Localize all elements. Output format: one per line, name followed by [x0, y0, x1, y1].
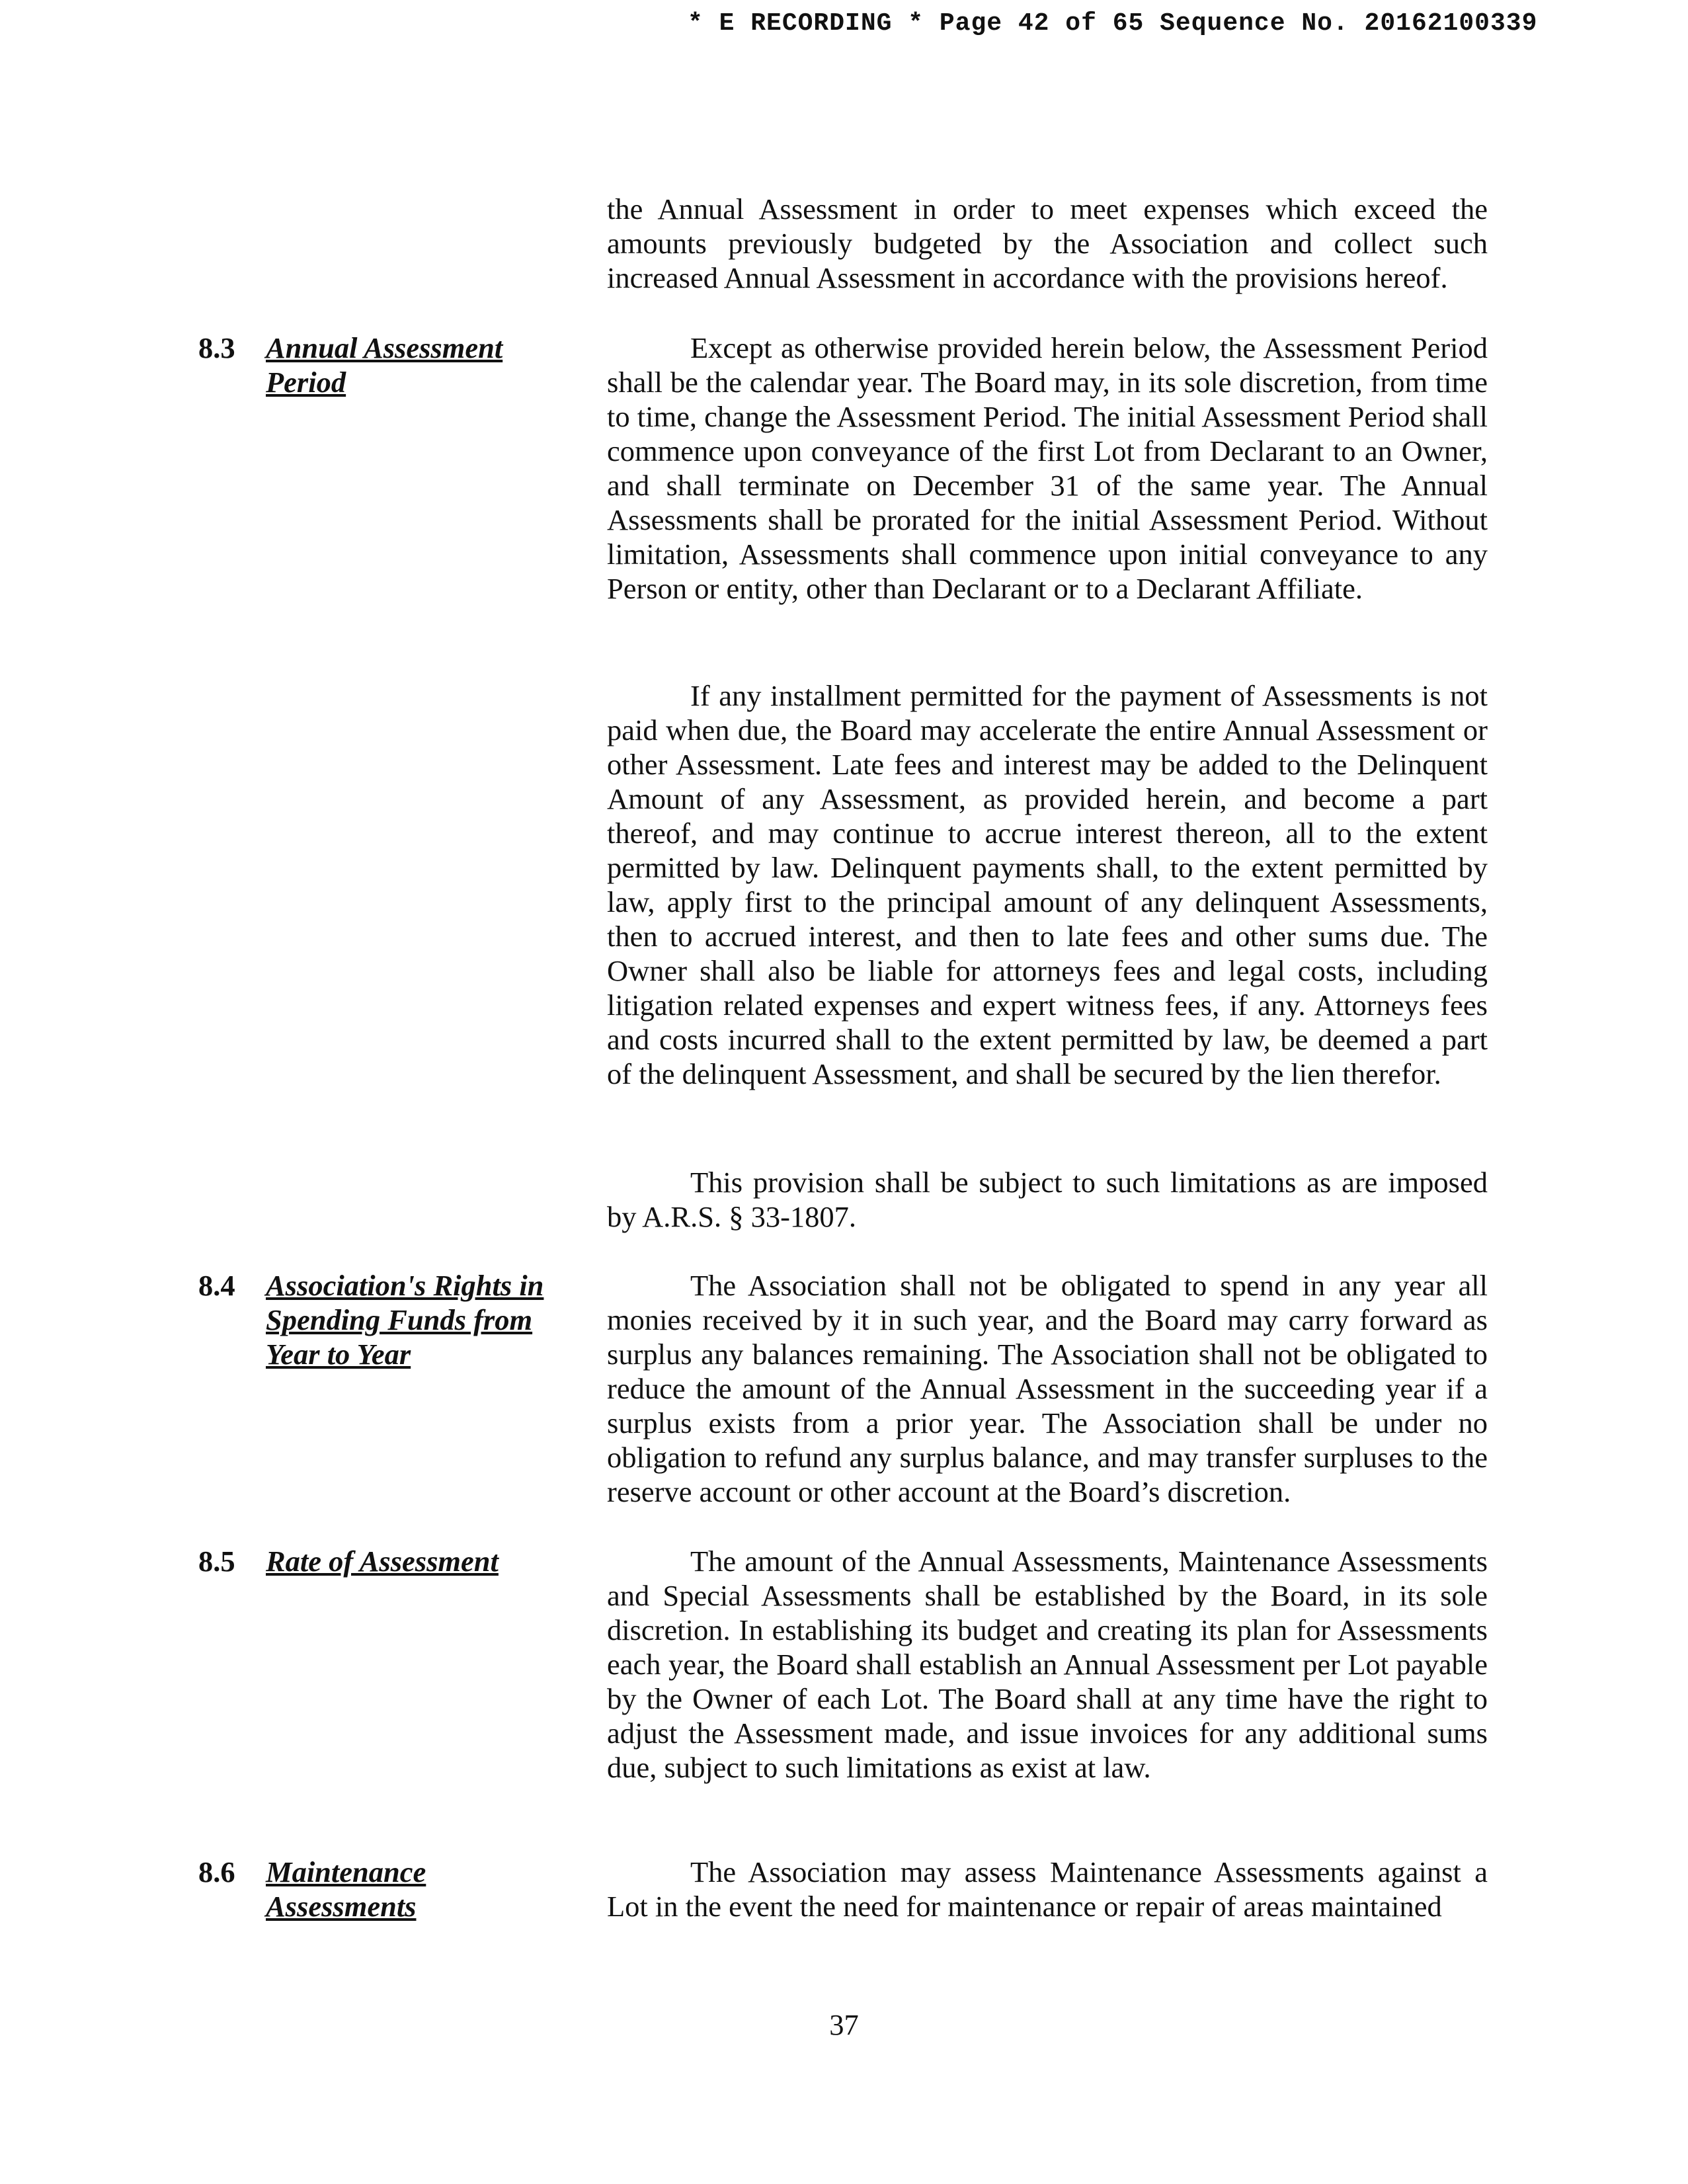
continuation-paragraph: the Annual Assessment in order to meet expenses which exceed the amounts previously budgeted by the Association and collect such increased Annual Assessment in accordance with the provisions hereof.	[607, 192, 1488, 294]
page-number: 37	[829, 2008, 859, 2041]
section-8-3-paragraph-2: If any installment permitted for the payment of Assessments is not paid when due, the Board may accelerate the entire Annual Assessment or other Assessment. Late fees and interest may be added to the Delinquent Amount of any Assessment, as provided herein, and become a part thereof, and may continue to accrue interest thereon, all to the extent permitted by law. Delinquent payments shall, to the extent permitted by law, apply first to the principal amount of any delinquent Assessments, then to accrued interest, and then to late fees and other sums due. The Owner shall also be liable for attorneys fees and legal costs, including litigation related expenses and expert witness fees, if any. Attorneys fees and costs incurred shall to the extent permitted by law, be deemed a part of the delinquent Assessment, and shall be secured by the lien therefor.	[607, 679, 1488, 1090]
section-8-5-title: Rate of Assessment	[266, 1545, 499, 1578]
section-8-6-number: 8.6	[198, 1855, 235, 1888]
section-8-4-title: Association's Rights in Spending Funds from Year to Year	[266, 1269, 544, 1371]
section-8-3-paragraph-1: Except as otherwise provided herein below, the Assessment Period shall be the calendar year. The Board may, in its sole discretion, from time to time, change the Assessment Period. The initial Assessment Period shall commence upon conveyance of the first Lot from Declarant to an Owner, and shall terminate on December 31 of the same year. The Annual Assessments shall be prorated for the initial Assessment Period. Without limitation, Assessments shall commence upon initial conveyance to any Person or entity, other than Declarant or to a Declarant Affiliate.	[607, 331, 1488, 605]
recording-header: * E RECORDING * Page 42 of 65 Sequence No. 20162100339	[688, 9, 1538, 38]
section-8-3-title: Annual Assessment Period	[266, 331, 503, 399]
section-8-5-paragraph-1: The amount of the Annual Assessments, Maintenance Assessments and Special Assessments shall be established by the Board, in its sole discretion. In establishing its budget and creating its plan for Assessments each year, the Board shall establish an Annual Assessment per Lot payable by the Owner of each Lot. The Board shall at any time have the right to adjust the Assessment made, and issue invoices for any additional sums due, subject to such limitations as exist at law.	[607, 1545, 1488, 1784]
section-8-5-number: 8.5	[198, 1545, 235, 1578]
section-8-3-paragraph-3: This provision shall be subject to such limitations as are imposed by A.R.S. § 33-1807.	[607, 1166, 1488, 1233]
section-8-3-number: 8.3	[198, 331, 235, 364]
section-8-6-title: Maintenance Assessments	[266, 1855, 426, 1923]
section-8-4-number: 8.4	[198, 1269, 235, 1302]
section-8-6-paragraph-1: The Association may assess Maintenance Assessments against a Lot in the event the need for maintenance or repair of areas maintained	[607, 1855, 1488, 1923]
section-8-4-paragraph-1: The Association shall not be obligated to spend in any year all monies received by it in such year, and the Board may carry forward as surplus any balances remaining. The Association shall not be obligated to reduce the amount of the Annual Assessment in the succeeding year if a surplus exists from a prior year. The Association shall be under no obligation to refund any surplus balance, and may transfer surpluses to the reserve account or other account at the Board’s discretion.	[607, 1269, 1488, 1508]
